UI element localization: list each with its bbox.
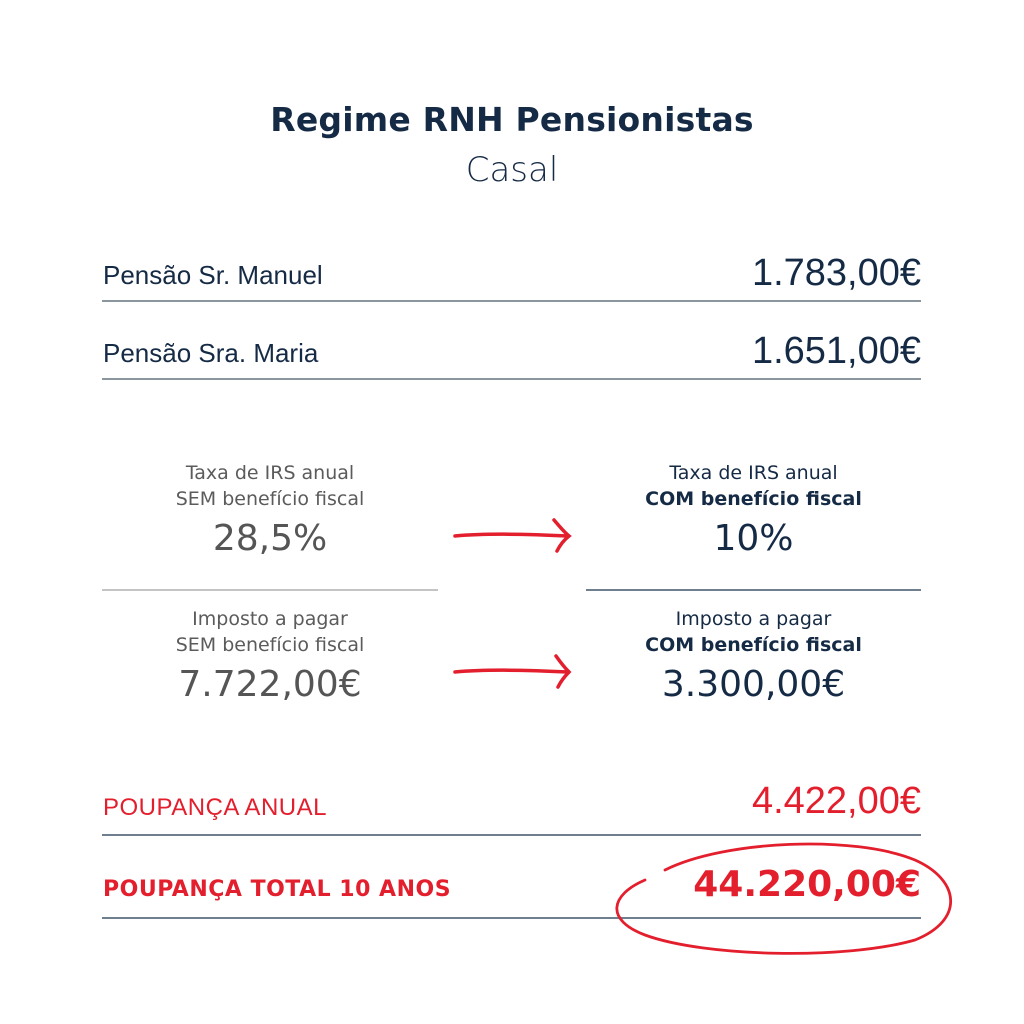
page-title: Regime RNH Pensionistas [270,100,754,139]
caption: COM benefício fiscal [645,488,862,510]
divider [102,378,921,380]
caption: Taxa de IRS anual [669,462,838,484]
annual-savings-label: POUPANÇA ANUAL [103,794,327,821]
rate-with-benefit [586,460,921,559]
arrow-right-icon [448,652,578,692]
caption: COM benefício fiscal [645,634,862,656]
pension-label-maria: Pensão Sra. Maria [103,338,319,368]
pension-value-manuel: 1.783,00€ [751,252,921,294]
caption: SEM benefício fiscal [175,488,365,510]
total-savings-label: POUPANÇA TOTAL 10 ANOS [103,877,452,902]
pension-label-manuel: Pensão Sr. Manuel [103,260,323,290]
annual-savings-value: 4.422,00€ [751,780,921,822]
arrow-right-icon [448,515,578,555]
divider [102,300,921,302]
rate-without-benefit [102,460,438,559]
page-subtitle: Casal [465,150,559,190]
circle-highlight-icon [605,835,965,960]
caption: SEM benefício fiscal [175,634,365,656]
caption: Imposto a pagar [675,608,832,630]
divider [102,589,438,591]
pension-value-maria: 1.651,00€ [751,330,921,372]
tax-with-benefit [586,606,921,705]
total-savings-value: 44.220,00€ [693,864,921,905]
tax-value: 7.722,00€ [178,664,362,705]
tax-value: 3.300,00€ [661,664,846,705]
divider [586,589,921,591]
caption: Imposto a pagar [192,608,348,630]
tax-without-benefit [102,606,438,705]
rate-value: 28,5% [212,518,328,559]
caption: Taxa de IRS anual [185,462,355,484]
rate-value: 10% [713,518,794,559]
